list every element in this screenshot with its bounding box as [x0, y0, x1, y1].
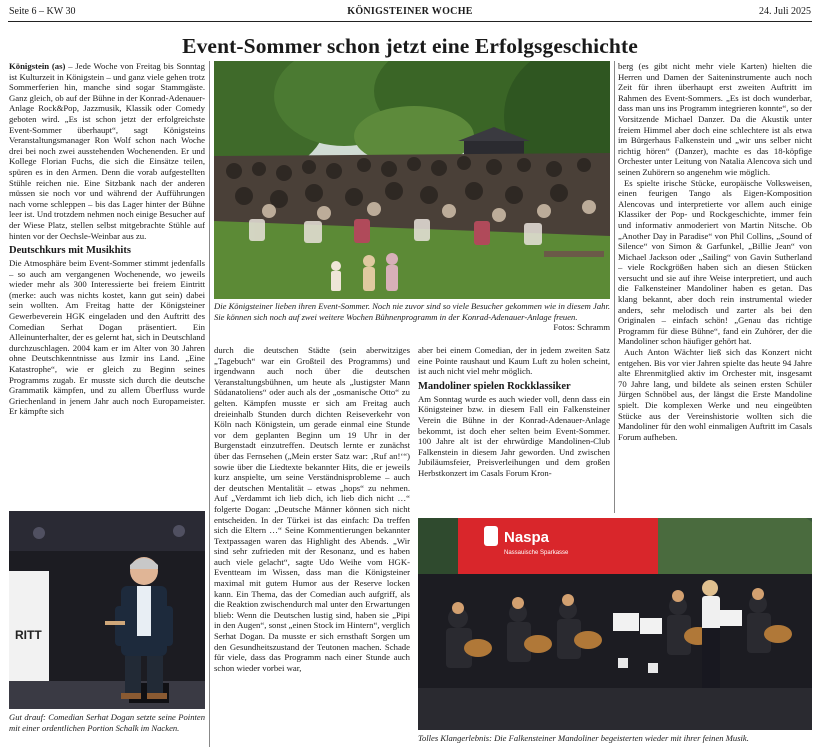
page-week: Seite 6 – KW 30 — [9, 6, 76, 17]
paragraph-repertoire: Es spielte irische Stücke, europäische Volksweisen, einen feurigen Tango als Eigen-Komposition Alencovas und interpretierte vor allem auch einige Klassiker der Pop- und Rockgeschichte, immer fein und informativ anmoderiert von Martin Nitsche. Ob „Another Day in Paradise“ von Phil Collins, „Sound of Silence“ von Simon & Garfunkel, „Billie Jean“ von Michael Jackson oder „Sailing“ von Gavin Sutherland – viele Rockgrößen haben sich an diesen Stücken versucht und sie auf ihre Weise interpretiert, und auch die Falkensteiner Mandoliner haben es getan. Das klang bekannt, aber doch rein instrumental wieder anders, sehr melodisch und zarter als bei den Originalen – einfach schön! „Genau das richtige Programm für diese Bühne“, fand ein Zuhörer, der die Mandoliner schon häufiger gehört hat. — [618, 177, 812, 347]
paragraph-deutschkurs: Die Atmosphäre beim Event-Sommer stimmt jedenfalls – so auch am vergangenen Wochenende, wo jeweils wieder mehr als 300 Interessierte bei freiem Eintritt (merke: auch was nichts kostet, kann gut sein) dabei sein wollten. Am Freitag hatte der Königsteiner Gewerbeverein HGK eingeladen und den Auftritt des Comedian Serhat Dogan präsentiert. Ein Alleinunterhalter, der es gelernt hat, sich in Deutschland durchzuschlagen. 2004 kam er im Alter von 30 Jahren ohne Deutschkenntnisse aus Izmir ins Land. „Eine Katastrophe“, wie er gleich zu Beginn seines Programms zugab. Er musste sich durch die deutsche Grammatik kämpfen, und zu allem Überfluss wurde Griechenland in jenem Jahr auch noch Europameister. Er kämpfte sich — [9, 258, 205, 417]
crowd-photo — [214, 61, 610, 299]
paragraph-dogan: durch die deutschen Städte (sein aberwitziges „Tagebuch“ war ein Großteil des Programms) und irgendwann auch noch über die deutschen Veranstaltungsbühnen, um heute als „lustigster Mann Südanatoliens“ oder auch als der „osmanische Otto“ zu gelten. Kämpfen musste er sich am Freitag auch dreieinhalb Stunden durch dichten Reiseverkehr von Köln nach Königstein, um gerade einmal eine Stunde vor dem geplanten Beginn um 19 Uhr in der Burgenstadt einzutreffen. Deutsch lernte er zunächst über das Fernsehen („Mein erster Satz war: ‚Ruf an!‘“) sowie über die Liedtexte bekannter Hits, die er jeweils kurz anspielte, um seine Verständnisprobleme – auch der deutschen Mentalität – etwas „hops“ zu nehmen. Auf „Verdammt ich lieb dich, ich lieb dich nicht …“ folgerte Dogan: „Deutsche Männer können sich nicht entscheiden. In der Türkei ist das einfach: Da treffen sich die Eltern …“ Seine Kommentierungen bekannter Textpassagen waren das Highlight des Abends. „Wir sind sehr zufrieden mit der Resonanz, und es haben auch viele gelacht“, sagte Udo Weihe vom HGK-Eventteam im Wissen, dass man die Königsteiner maximal mit gutem Humor aus der Reserve locken kann. Ein Thema, das der Comedian auch aufgriff, als die Reaktion zwischendurch mal unter den Erwartungen blieb: Wenn die Deutschen lustig sind, haben sie „Pipi in den Augen“, sonst „einen Stock im Hintern“, verglich Serhat Dogan. Da musste er sich ernsthaft Sorgen um den Gesundheitszustand der Teutonen machen. Schade für viele, dass das Programm nach einer Stunde auch schon wieder vorbei war, — [214, 345, 410, 673]
column-rule-1 — [209, 61, 210, 747]
mandolin-photo — [418, 518, 812, 730]
header-rule — [8, 21, 812, 22]
crowd-caption-text: Die Königsteiner lieben ihren Event-Sommer. Noch nie zuvor sind so viele Besucher gekommen wie in diesem Jahr. Sie können sich noch auf zwei weitere Wochen Bühnenprogramm in der Konrad-Adenauer-Anlage freuen. — [214, 301, 610, 322]
mandolin-caption: Tolles Klangerlebnis: Die Falkensteiner Mandoliner begeisterten wieder mit ihrer feinen Musik. — [418, 733, 749, 743]
banner-brand: Naspa — [504, 529, 550, 546]
column-4 — [618, 61, 812, 513]
banner-text: RITT — [15, 628, 42, 642]
issue-date: 24. Juli 2025 — [759, 6, 811, 17]
banner-sub: Nassauische Sparkasse — [504, 550, 569, 556]
comedian-caption: Gut drauf: Comedian Serhat Dogan setzte seine Pointen mit einer ordentlichen Portion Schalk im Nacken. — [9, 712, 205, 733]
paragraph-waechter: Auch Anton Wächter ließ sich das Konzert nicht entgehen. Bis vor vier Jahren spielte das heute 94 Jahre alte Ehrenmitglied aktiv im Orchester mit, insgesamt 70 Jahre lang, und bildete als seinen ersten Schüler Jürgen Schnöbel aus, der längst die Erste Mandoline spielt. Die komplexen Werke und neu eingeübten Stücke aus der Vereinshistorie wollten sich die Mandoliner für den wohl einmaligen Auftritt im Casals Forum aufheben. — [618, 347, 812, 442]
photo-credit: Fotos: Schramm — [553, 322, 610, 333]
column-rule-2 — [614, 61, 615, 513]
subheading-deutschkurs: Deutschkurs mit Musikhits — [9, 245, 131, 257]
column-2 — [214, 345, 410, 745]
column-3-top — [418, 345, 610, 513]
headline: Event-Sommer schon jetzt eine Erfolgsgeschichte — [182, 34, 638, 58]
subheading-mandoliner: Mandoliner spielen Rockklassiker — [418, 380, 571, 392]
paragraph-saiten: berg (es gibt nicht mehr viele Karten) hielten die Herren und Damen der Saiteninstrumente auch noch Zeit für ihren überhaupt erst zweiten Auftritt im Rahmen des Event-Sommers. „Es ist doch wunderbar, dass man uns ins Programm integrieren konnte“, so der Vorsitzende Michael Danzer. Da die Akustik unter freiem Himmel aber doch eine schlechtere ist als etwa im Bürgerhaus Falkenstein und „wir uns selber nicht richtig hören“ (Danzer), machte es das 18-köpfige Orchester unter Leitung von Natalia Alencova sich und seinen Zuhörern so angenehm wie möglich. — [618, 61, 812, 177]
paragraph-intro: – Jede Woche von Freitag bis Sonntag ist Kulturzeit in Königstein – und ganz viele gehen trotz Sommerferien hin, manche sind sogar Stammgäste. Ganz gleich, ob auf der Bühne in der Konrad-Adenauer-Anlage Rock&Pop, Jazzmusik, Klassik oder Comedy geboten wird. „Es ist schon jetzt der erfolgreichste Event-Sommer überhaupt“, sagt Königsteins Veranstaltungsmanager Ron Wolf schon nach Woche drei bei noch zwei ausstehenden Wochenenden. Er und Kollege Florian Fuchs, die sich die Einsätze teilen, spüren es in den Armen. Denn die vorab aufgestellten Stühle reichen nie. Eine Sitzbank nach der anderen müssen sie noch vor und während der Aufführungen nach vorne schleppen – bis das Lager hinter der Bühne leer ist. Und trotzdem nehmen noch einige Besucher auf der Wiese Platz, stellen selbst mitgebrachte Stühle auf hinten vor der Oechsle-Weinbar aus zu. — [9, 61, 205, 241]
dateline: Königstein (as) — [9, 61, 66, 71]
column-1-top — [9, 61, 205, 514]
paragraph-mandoliner: Am Sonntag wurde es auch wieder voll, denn dass ein Königsteiner bzw. in diesem Fall ein Falkensteiner Verein die Bühne in der Konrad-Adenauer-Anlage bekommt, ist doch eher selten beim Event-Sommer. 100 Jahre alt ist der ehrwürdige Mandolinen-Club Falkenstein in diesem Jahr geworden. Und zwischen Jubiläumsfeier, Preisverleihungen und dem großen Herbstkonzert im Casals Forum Kron- — [418, 393, 610, 478]
publication-name: KÖNIGSTEINER WOCHE — [347, 6, 473, 17]
crowd-caption — [214, 301, 610, 333]
paragraph-comedian-end: aber bei einem Comedian, der in jedem zweiten Satz eine Pointe raushaut und Kaum Luft zu holen scheint, ist auch nicht viel mehr möglich. — [418, 345, 610, 377]
comedian-photo — [9, 511, 205, 709]
